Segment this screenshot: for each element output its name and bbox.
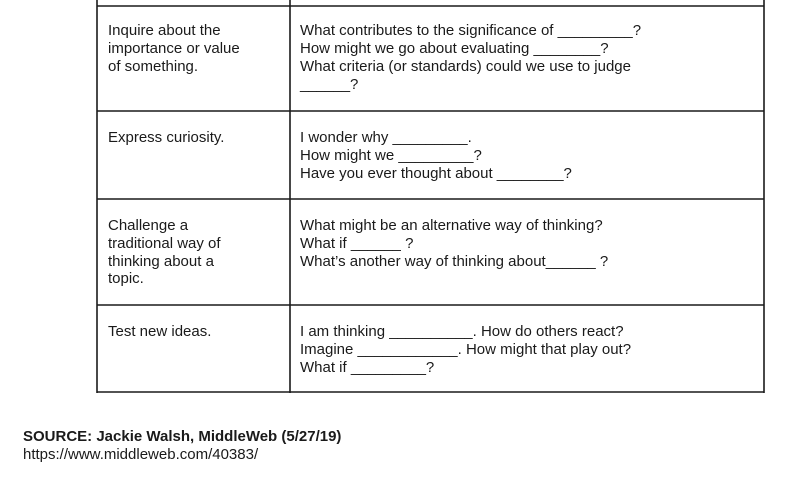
row3-strategy-line3: thinking about a [108,253,214,270]
row3-strategy-line4: topic. [108,270,144,287]
row4-question-line1: I am thinking __________. How do others react? [300,323,624,340]
row3-strategy-line1: Challenge a [108,217,189,234]
row3-question-line1: What might be an alternative way of thinking? [300,217,603,234]
row1-strategy-line2: importance or value [108,40,240,57]
row1-question-line4: ______? [300,76,359,93]
row3-strategy-line2: traditional way of [108,235,221,252]
row1-strategy-line1: Inquire about the [108,22,221,39]
row4-question-line3: What if _________? [300,359,435,376]
row3-question-line2: What if ______ ? [300,235,414,252]
row2-strategy-line1: Express curiosity. [108,129,225,146]
row1-question-line3: What criteria (or standards) could we use to judge [300,58,631,75]
row2-question-line2: How might we _________? [300,147,482,164]
row1-question-line2: How might we go about evaluating ________? [300,40,609,57]
row4-strategy-line1: Test new ideas. [108,323,212,340]
source-citation: SOURCE: Jackie Walsh, MiddleWeb (5/27/19) [23,428,342,445]
row1-question-line1: What contributes to the significance of _________? [300,22,642,39]
row2-question-line3: Have you ever thought about ________? [300,165,572,182]
row2-question-line1: I wonder why _________. [300,129,472,146]
source-url[interactable]: https://www.middleweb.com/40383/ [23,446,259,463]
row4-question-line2: Imagine ____________. How might that play out? [300,341,632,358]
row1-strategy-line3: of something. [108,58,199,75]
row3-question-line3: What’s another way of thinking about______ ? [300,253,609,270]
